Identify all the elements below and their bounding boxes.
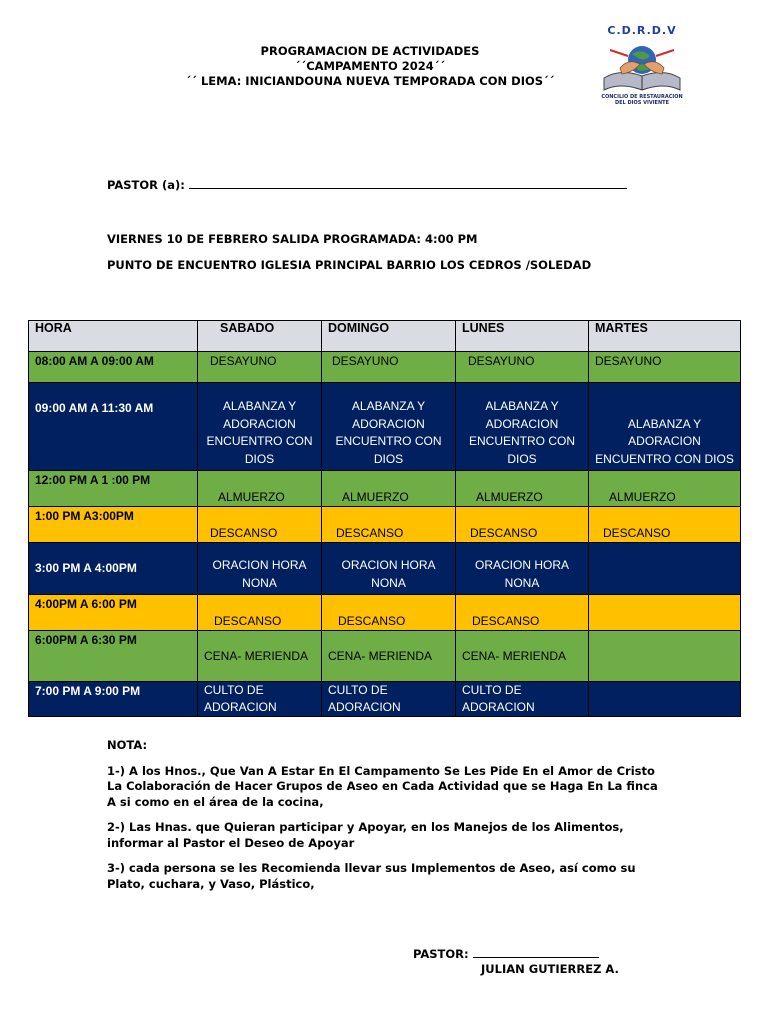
notes-label: NOTA:: [107, 738, 148, 752]
signature-block: [413, 947, 619, 977]
title-line-1: PROGRAMACION DE ACTIVIDADES: [260, 44, 480, 58]
activity-cell: ALMUERZO: [456, 471, 589, 507]
departure-info: VIERNES 10 DE FEBRERO SALIDA PROGRAMADA: 4:00 PM: [107, 232, 478, 246]
row-hour: 09:00 AM A 11:30 AM: [29, 383, 198, 471]
logo-emblem-icon: [598, 38, 686, 96]
signature-blank-line: [473, 947, 599, 958]
note-item-1: 1-) A los Hnos., Que Van A Estar En El Campamento Se Les Pide En el Amor de Cristo La Colaboración de Hacer Grupos de Aseo en Cada Actividad que se Haga En La finca A si como en el área de la cocina,: [107, 763, 658, 809]
pastor-field: [107, 178, 627, 192]
header-domingo: DOMINGO: [322, 321, 456, 352]
activity-cell: ALABANZA Y ADORACION ENCUENTRO CON DIOS: [589, 383, 741, 471]
row-hour: 1:00 PM A3:00PM: [29, 507, 198, 543]
header-hora: HORA: [29, 321, 198, 352]
logo-title: C.D.R.D.V: [607, 24, 677, 37]
activity-cell: CENA- MERIENDA: [198, 631, 322, 682]
activity-cell: ALABANZA Y ADORACION ENCUENTRO CON DIOS: [198, 383, 322, 471]
activity-cell: DESCANSO: [589, 507, 741, 543]
note-item-3: 3-) cada persona se les Recomienda llevar sus Implementos de Aseo, así como su Plato, cuchara, y Vaso, Plástico,: [107, 861, 636, 891]
title-line-2: ´´CAMPAMENTO 2024´´: [294, 59, 446, 73]
schedule-row: [29, 352, 741, 383]
activity-cell: ALABANZA Y ADORACION ENCUENTRO CON DIOS: [456, 383, 589, 471]
row-hour: 08:00 AM A 09:00 AM: [29, 352, 198, 383]
row-hour: 4:00PM A 6:00 PM: [29, 595, 198, 631]
activity-cell: ALMUERZO: [589, 471, 741, 507]
schedule-table: [28, 320, 741, 717]
activity-cell: DESAYUNO: [322, 352, 456, 383]
meeting-point-info: PUNTO DE ENCUENTRO IGLESIA PRINCIPAL BARRIO LOS CEDROS /SOLEDAD: [107, 258, 592, 272]
activity-cell: [589, 595, 741, 631]
activity-cell: [589, 682, 741, 717]
activity-cell: DESCANSO: [198, 507, 322, 543]
signature-label: PASTOR:: [413, 947, 469, 961]
activity-cell: [589, 631, 741, 682]
activity-cell: ORACION HORA NONA: [198, 543, 322, 595]
header-martes: MARTES: [589, 321, 741, 352]
activity-cell: ALMUERZO: [322, 471, 456, 507]
schedule-row: [29, 383, 741, 471]
activity-cell: CULTO DE ADORACION: [198, 682, 322, 717]
document-title: [150, 44, 590, 89]
activity-cell: ORACION HORA NONA: [456, 543, 589, 595]
title-line-3: ´´ LEMA: INICIANDOUNA NUEVA TEMPORADA CON DIOS´´: [185, 74, 555, 88]
schedule-row: [29, 595, 741, 631]
header-lunes: LUNES: [456, 321, 589, 352]
header-sabado: SABADO: [198, 321, 322, 352]
activity-cell: DESCANSO: [198, 595, 322, 631]
activity-cell: CENA- MERIENDA: [456, 631, 589, 682]
schedule-header-row: [29, 321, 741, 352]
note-item-2: 2-) Las Hnas. que Quieran participar y Apoyar, en los Manejos de los Alimentos, informar al Pastor el Deseo de Apoyar: [107, 820, 624, 850]
activity-cell: ALABANZA Y ADORACION ENCUENTRO CON DIOS: [322, 383, 456, 471]
activity-cell: [589, 543, 741, 595]
activity-cell: DESCANSO: [456, 595, 589, 631]
activity-cell: DESAYUNO: [456, 352, 589, 383]
schedule-row: [29, 471, 741, 507]
schedule-row: [29, 543, 741, 595]
row-hour: 7:00 PM A 9:00 PM: [29, 682, 198, 717]
schedule-row: [29, 631, 741, 682]
activity-cell: DESCANSO: [322, 595, 456, 631]
row-hour: 6:00PM A 6:30 PM: [29, 631, 198, 682]
activity-cell: DESAYUNO: [589, 352, 741, 383]
row-hour: 3:00 PM A 4:00PM: [29, 543, 198, 595]
notes-section: [107, 738, 667, 902]
church-logo: [596, 24, 688, 120]
pastor-label: PASTOR (a):: [107, 178, 185, 192]
activity-cell: DESCANSO: [456, 507, 589, 543]
schedule-row: [29, 682, 741, 717]
row-hour: 12:00 PM A 1 :00 PM: [29, 471, 198, 507]
activity-cell: ORACION HORA NONA: [322, 543, 456, 595]
activity-cell: DESCANSO: [322, 507, 456, 543]
activity-cell: CENA- MERIENDA: [322, 631, 456, 682]
activity-cell: CULTO DE ADORACION: [322, 682, 456, 717]
activity-cell: ALMUERZO: [198, 471, 322, 507]
schedule-row: [29, 507, 741, 543]
activity-cell: CULTO DE ADORACION: [456, 682, 589, 717]
signature-name: JULIAN GUTIERREZ A.: [481, 962, 619, 976]
activity-cell: DESAYUNO: [198, 352, 322, 383]
pastor-blank-line: [189, 178, 627, 189]
logo-subtitle: CONCILIO DE RESTAURACION DEL DIOS VIVIENTE: [601, 94, 683, 106]
